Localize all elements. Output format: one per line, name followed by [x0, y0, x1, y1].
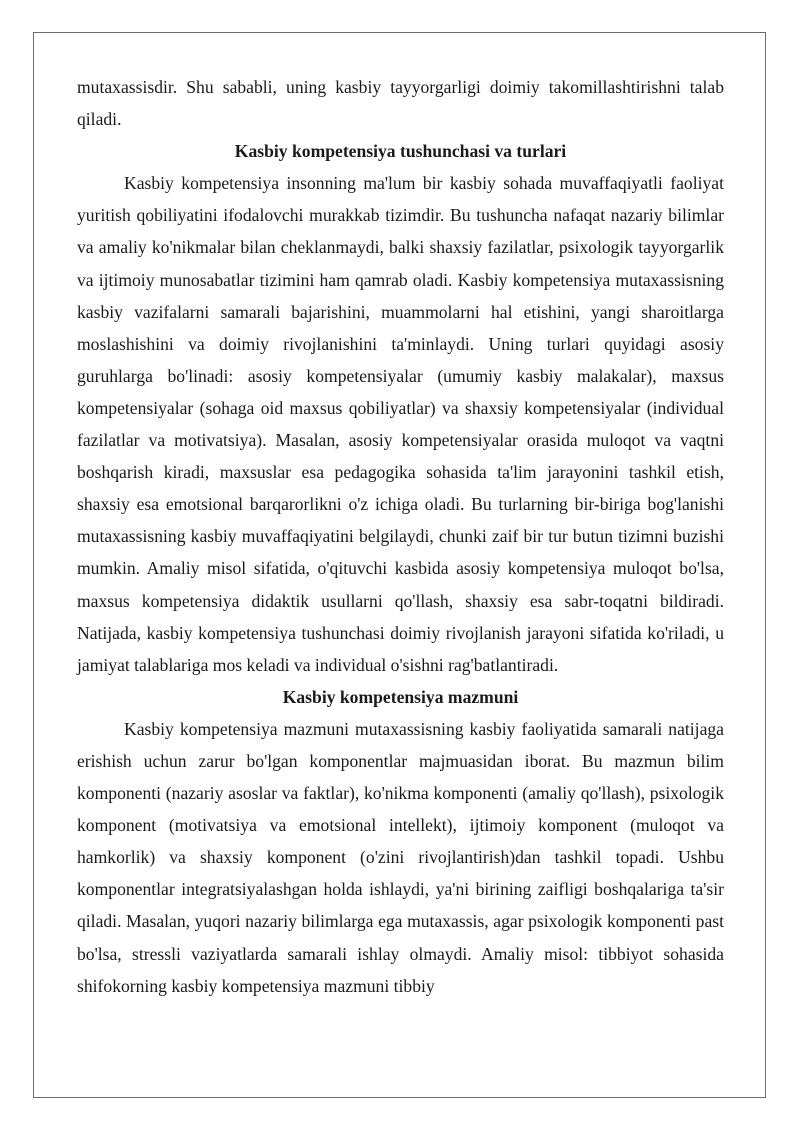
section-heading-content: Kasbiy kompetensiya mazmuni	[282, 686, 519, 707]
section-heading-types: Kasbiy kompetensiya tushunchasi va turlari	[234, 141, 567, 162]
paragraph-types: Kasbiy kompetensiya insonning ma'lum bir kasbiy sohada muvaffaqiyatli faoliyat yuritish qobiliyatini ifodalovchi murakkab tizimdir. Bu tushuncha nafaqat nazariy bilimlar va amaliy ko'nikmalar bilan cheklanmaydi, balki shaxsiy fazilatlar, psixologik tayyorgarlik va ijtimoiy munosabatlar tizimini ham qamrab oladi. Kasbiy kompetensiya mutaxassisning kasbiy vazifalarni samarali bajarishini, muammolarni hal etishini, yangi sharoitlarga moslashishini va doimiy rivojlanishini ta'minlaydi. Uning turlari quyidagi asosiy guruhlarga bo'linadi: asosiy kompetensiyalar (umumiy kasbiy malakalar), maxsus kompetensiyalar (sohaga oid maxsus qobiliyatlar) va shaxsiy kompetensiyalar (individual fazilatlar va motivatsiya). Masalan, asosiy kompetensiyalar orasida muloqot va vaqtni boshqarish kiradi, maxsuslar esa pedagogika sohasida ta'lim jarayonini tashkil etish, shaxsiy esa emotsional barqarorlikni o'z ichiga oladi. Bu turlarning bir-biriga bog'lanishi mutaxassisning kasbiy muvaffaqiyatini belgilaydi, chunki zaif bir tur butun tizimni buzishi mumkin. Amaliy misol sifatida, o'qituvchi kasbida asosiy kompetensiya muloqot bo'lsa, maxsus kompetensiya didaktik usullarni qo'llash, shaxsiy esa sabr-toqatni bildiradi. Natijada, kasbiy kompetensiya tushunchasi doimiy rivojlanish jarayoni sifatida ko'riladi, u jamiyat talablariga mos keladi va individual o'sishni rag'batlantiradi.	[77, 173, 724, 675]
paragraph-continuation: mutaxassisdir. Shu sababli, uning kasbiy tayyorgarligi doimiy takomillashtirishni talab qiladi.	[77, 77, 724, 130]
document-body	[77, 71, 724, 1002]
paragraph-content: Kasbiy kompetensiya mazmuni mutaxassisning kasbiy faoliyatida samarali natijaga erishish uchun zarur bo'lgan komponentlar majmuasidan iborat. Bu mazmun bilim komponenti (nazariy asoslar va faktlar), ko'nikma komponenti (amaliy qo'llash), psixologik komponent (motivatsiya va emotsional intellekt), ijtimoiy komponent (muloqot va hamkorlik) va shaxsiy komponent (o'zini rivojlantirish)dan tashkil topadi. Ushbu komponentlar integratsiyalashgan holda ishlaydi, ya'ni birining zaifligi boshqalariga ta'sir qiladi. Masalan, yuqori nazariy bilimlarga ega mutaxassis, agar psixologik komponenti past bo'lsa, stressli vaziyatlarda samarali ishlay olmaydi. Amaliy misol: tibbiyot sohasida shifokorning kasbiy kompetensiya mazmuni tibbiy	[77, 718, 724, 996]
